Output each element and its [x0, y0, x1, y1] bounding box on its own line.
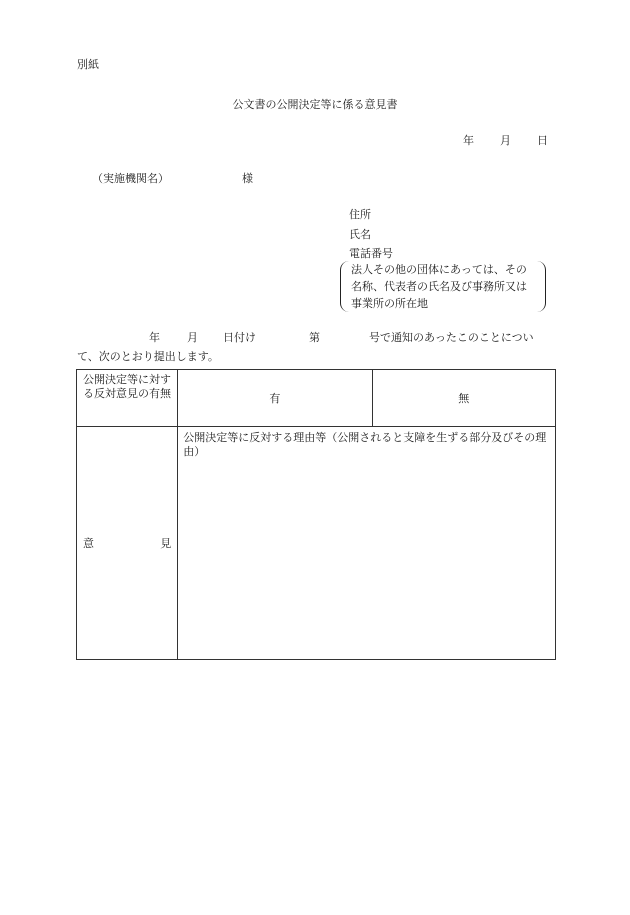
no-option-cell[interactable]: 無 — [372, 370, 555, 427]
date-year: 年 — [463, 134, 474, 147]
table-row — [77, 370, 556, 427]
table-row — [77, 427, 556, 660]
reason-heading: 公開決定等に反対する理由等（公開されると支障を生ずる部分及びその理由） — [183, 431, 547, 458]
date-month: 月 — [500, 134, 511, 147]
address-label: 住所 — [349, 208, 371, 221]
notice-month: 月 — [187, 331, 198, 344]
notice-paragraph — [77, 328, 553, 366]
opinion-label-left: 意 — [83, 537, 94, 550]
notice-no-prefix: 第 — [309, 331, 320, 344]
opinion-label-cell — [77, 427, 178, 660]
opinion-table — [76, 369, 556, 660]
name-label: 氏名 — [349, 228, 371, 241]
notice-year: 年 — [149, 331, 160, 344]
opinion-label-right: 見 — [160, 537, 172, 550]
date-day: 日 — [537, 134, 548, 147]
reason-cell[interactable] — [178, 427, 556, 660]
recipient-suffix: 様 — [242, 172, 253, 185]
corporate-note: 法人その他の団体にあっては、その名称、代表者の氏名及び事務所又は事業所の所在地 — [340, 261, 546, 312]
document-title: 公文書の公開決定等に係る意見書 — [232, 98, 398, 111]
notice-line2: て、次のとおり提出します。 — [77, 350, 219, 363]
phone-label: 電話番号 — [349, 247, 393, 260]
annex-label: 別紙 — [77, 58, 99, 71]
date-line — [463, 132, 548, 148]
notice-day-dated: 日付け — [223, 331, 256, 344]
yes-option-cell[interactable]: 有 — [178, 370, 372, 427]
notice-no-suffix: 号で通知のあったこのことについ — [369, 331, 534, 344]
objection-question-cell: 公開決定等に対する反対意見の有無 — [77, 370, 178, 427]
recipient-placeholder: （実施機関名） — [92, 172, 169, 185]
